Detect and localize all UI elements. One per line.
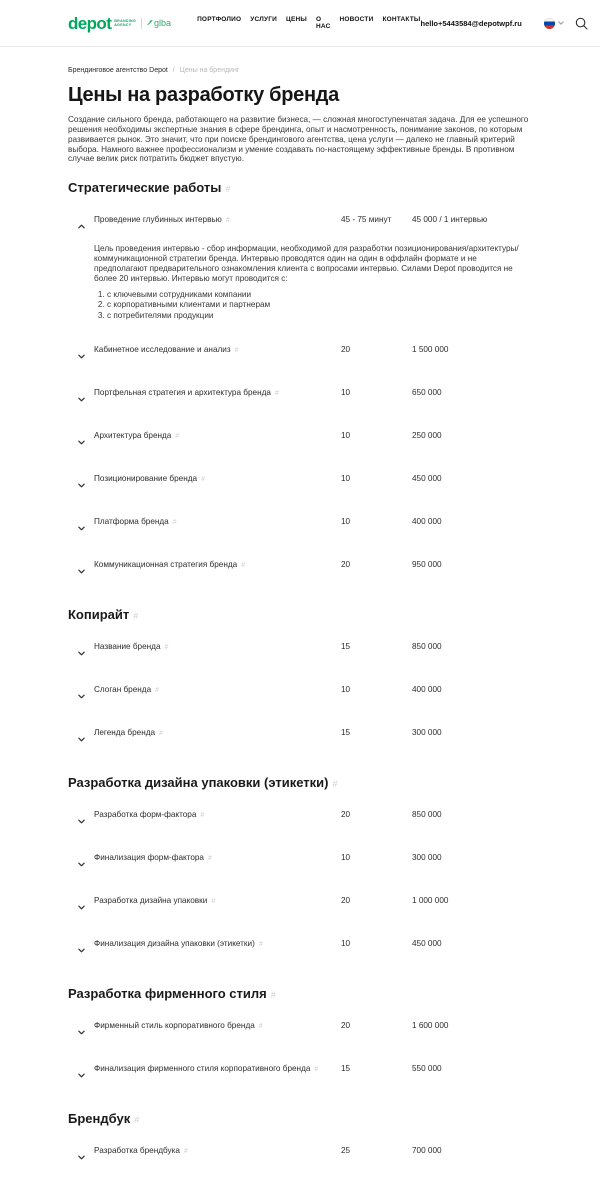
- language-selector[interactable]: [544, 18, 564, 29]
- anchor-link-icon[interactable]: #: [332, 779, 338, 790]
- section-title-text: Стратегические работы: [68, 180, 222, 196]
- price-row[interactable]: [68, 841, 532, 884]
- anchor-link-icon[interactable]: #: [241, 562, 246, 570]
- page-title: Цены на разработку бренда: [68, 84, 339, 107]
- row-quantity: 20: [341, 560, 351, 570]
- price-section: [68, 775, 532, 970]
- section-title-text: Разработка фирменного стиля: [68, 986, 267, 1002]
- section-title: [68, 607, 532, 624]
- price-section: [68, 1111, 532, 1177]
- chevron-toggle-icon: [78, 1021, 94, 1040]
- intro-paragraph: Создание сильного бренда, работающего на развитие бизнеса, — сложная многоступенчатая задача. Для ее успешного решения необходимы экспертные знания в сфере брендинга, опыт и насмотренность, понимание законов, по которым развивается рынок. Это значит, что при поиске брендингового агентства, цена услуги — далеко не главный критерий выбора. Намного важнее профессионализм и умение создавать по-настоящему эффективные бренды. В противном случае велик риск потратить бюджет впустую.: [68, 115, 529, 164]
- row-price: 850 000: [412, 810, 442, 820]
- russian-flag-icon: [544, 18, 555, 29]
- anchor-link-icon[interactable]: #: [270, 990, 276, 1001]
- price-row[interactable]: [68, 203, 532, 333]
- section-title-text: Брендбук: [68, 1111, 131, 1127]
- row-quantity: 10: [341, 431, 351, 441]
- nav-about[interactable]: О НАС: [316, 16, 331, 30]
- row-title-text: Портфельная стратегия и архитектура бренда: [94, 388, 271, 398]
- chevron-toggle-icon: [78, 896, 94, 915]
- row-list: [107, 290, 532, 321]
- chevron-toggle-icon: [78, 431, 94, 450]
- anchor-link-icon[interactable]: #: [175, 433, 180, 441]
- section-rows: [68, 1134, 532, 1177]
- price-row[interactable]: [68, 716, 532, 759]
- price-row[interactable]: [68, 673, 532, 716]
- row-title: [94, 728, 341, 738]
- row-price: 1 600 000: [412, 1021, 449, 1031]
- row-price: 1 500 000: [412, 345, 449, 355]
- row-quantity: 10: [341, 853, 351, 863]
- price-row[interactable]: [68, 927, 532, 970]
- row-description: Цель проведения интервью - сбор информации, необходимой для разработки позиционирования/архитектуры/коммуникационной стратегии бренда. Интервью проводятся один на один в оффлайн формате и не предполагают предварительного ознакомления клиента с вопросами интервью. Силами Depot проводится не более 20 интервью. Интервью могут проводится с:: [94, 244, 519, 283]
- price-row[interactable]: [68, 1009, 532, 1052]
- row-title-text: Коммуникационная стратегия бренда: [94, 560, 238, 570]
- section-title: [68, 180, 532, 197]
- breadcrumb-current: Цены на брендинг: [179, 67, 240, 74]
- price-row[interactable]: [68, 333, 532, 376]
- row-quantity: 10: [341, 474, 351, 484]
- anchor-link-icon[interactable]: #: [183, 1148, 188, 1156]
- nav-services[interactable]: УСЛУГИ: [250, 16, 278, 23]
- row-title: [94, 1021, 341, 1031]
- row-quantity: 15: [341, 642, 351, 652]
- row-price: 450 000: [412, 474, 442, 484]
- chevron-toggle-icon: [78, 474, 94, 493]
- row-title-text: Позиционирование бренда: [94, 474, 198, 484]
- row-price: 45 000 / 1 интервью: [412, 215, 488, 225]
- chevron-toggle-icon: [78, 345, 94, 364]
- list-item: 1. с ключевыми сотрудниками компании: [107, 290, 532, 300]
- anchor-link-icon[interactable]: #: [201, 476, 205, 484]
- section-title: [68, 775, 532, 792]
- main-nav: [197, 16, 420, 30]
- row-quantity: 10: [341, 388, 351, 398]
- row-title: [94, 431, 341, 441]
- nav-prices[interactable]: ЦЕНЫ: [286, 16, 307, 23]
- row-price: 550 000: [412, 1064, 442, 1074]
- list-item: 3. с потребителями продукции: [107, 311, 532, 321]
- price-row[interactable]: [68, 376, 532, 419]
- anchor-link-icon[interactable]: #: [172, 519, 177, 527]
- anchor-link-icon[interactable]: #: [258, 941, 263, 949]
- row-title: [94, 388, 341, 398]
- nav-portfolio[interactable]: ПОРТФОЛИО: [197, 16, 242, 23]
- chevron-toggle-icon: [78, 517, 94, 536]
- price-section: [68, 607, 532, 759]
- row-title: [94, 215, 341, 225]
- row-quantity: 20: [341, 345, 351, 355]
- row-title-text: Слоган бренда: [94, 685, 152, 695]
- anchor-link-icon[interactable]: #: [314, 1066, 319, 1074]
- anchor-link-icon[interactable]: #: [155, 687, 160, 695]
- row-price: 850 000: [412, 642, 442, 652]
- anchor-link-icon[interactable]: #: [207, 855, 212, 863]
- chevron-toggle-icon: [78, 1146, 94, 1165]
- breadcrumb: [68, 66, 532, 75]
- logo-glba: [147, 18, 171, 28]
- price-row[interactable]: [68, 630, 532, 673]
- row-title: [94, 345, 341, 355]
- row-quantity: 25: [341, 1146, 351, 1156]
- anchor-link-icon[interactable]: #: [200, 812, 205, 820]
- logo[interactable]: [68, 15, 171, 32]
- chevron-toggle-icon: [78, 642, 94, 661]
- section-title-text: Разработка дизайна упаковки (этикетки): [68, 775, 329, 791]
- breadcrumb-home-link[interactable]: Брендинговое агентство Depot: [68, 67, 168, 74]
- row-quantity: 45 - 75 минут: [341, 215, 392, 225]
- row-title-text: Финализация дизайна упаковки (этикетки): [94, 939, 255, 949]
- row-quantity: 20: [341, 1021, 351, 1031]
- price-row[interactable]: [68, 505, 532, 548]
- chevron-toggle-icon: [78, 560, 94, 579]
- row-title: [94, 1146, 341, 1156]
- row-title-text: Кабинетное исследование и анализ: [94, 345, 231, 355]
- row-title: [94, 853, 341, 863]
- section-title-text: Копирайт: [68, 607, 130, 623]
- price-section: [68, 986, 532, 1095]
- logo-depot-wordmark: depot: [68, 13, 112, 33]
- list-item: 2. с корпоративными клиентами и партнерам: [107, 300, 532, 310]
- row-title-text: Проведение глубинных интервью: [94, 215, 222, 225]
- row-title-text: Разработка форм-фактора: [94, 810, 197, 820]
- row-quantity: 10: [341, 517, 351, 527]
- row-price: 450 000: [412, 939, 442, 949]
- glba-mark-icon: [147, 20, 153, 26]
- price-row[interactable]: [68, 1134, 532, 1177]
- anchor-link-icon[interactable]: #: [258, 1023, 263, 1031]
- row-title: [94, 939, 341, 949]
- price-row[interactable]: [68, 1052, 532, 1095]
- row-title: [94, 517, 341, 527]
- row-price: 300 000: [412, 853, 442, 863]
- logo-tagline-line1: BRANDING: [114, 18, 137, 23]
- section-rows: [68, 1009, 532, 1095]
- row-title-text: Разработка брендбука: [94, 1146, 180, 1156]
- row-title-text: Название бренда: [94, 642, 161, 652]
- chevron-toggle-icon: [78, 810, 94, 829]
- row-quantity: 15: [341, 728, 351, 738]
- search-button[interactable]: [575, 17, 588, 30]
- search-icon: [575, 17, 588, 30]
- row-price: 650 000: [412, 388, 442, 398]
- section-title: [68, 1111, 532, 1128]
- row-details: [94, 244, 532, 321]
- chevron-toggle-icon: [78, 215, 94, 234]
- logo-tagline: [114, 19, 136, 28]
- chevron-toggle-icon: [78, 853, 94, 872]
- contact-email-link[interactable]: hello+5443584@depotwpf.ru: [420, 18, 522, 28]
- chevron-toggle-icon: [78, 728, 94, 747]
- row-title-text: Разработка дизайна упаковки: [94, 896, 208, 906]
- row-title: [94, 560, 341, 570]
- row-title: [94, 685, 341, 695]
- price-section: [68, 180, 532, 591]
- main-content: [0, 66, 600, 1177]
- row-price: 950 000: [412, 560, 442, 570]
- section-rows: [68, 798, 532, 970]
- anchor-link-icon[interactable]: #: [234, 347, 239, 355]
- row-title: [94, 474, 341, 484]
- row-title-text: Архитектура бренда: [94, 431, 172, 441]
- row-title-text: Финализация фирменного стиля корпоративного бренда: [94, 1064, 311, 1074]
- anchor-link-icon[interactable]: #: [133, 611, 139, 622]
- nav-news[interactable]: НОВОСТИ: [339, 16, 374, 23]
- row-price: 1 000 000: [412, 896, 449, 906]
- row-price: 250 000: [412, 431, 442, 441]
- anchor-link-icon[interactable]: #: [211, 898, 216, 906]
- section-rows: [68, 630, 532, 759]
- row-title: [94, 642, 341, 652]
- anchor-link-icon[interactable]: #: [134, 1115, 140, 1126]
- price-row[interactable]: [68, 462, 532, 505]
- price-row[interactable]: [68, 798, 532, 841]
- row-quantity: 15: [341, 1064, 351, 1074]
- chevron-toggle-icon: [78, 388, 94, 407]
- row-price: 400 000: [412, 685, 442, 695]
- row-quantity: 10: [341, 685, 351, 695]
- anchor-link-icon[interactable]: #: [164, 644, 169, 652]
- sections: [68, 180, 532, 1177]
- row-quantity: 20: [341, 896, 351, 906]
- row-title: [94, 1064, 341, 1074]
- logo-glba-label: glba: [154, 18, 172, 28]
- price-row[interactable]: [68, 884, 532, 927]
- header: [0, 0, 600, 47]
- price-row[interactable]: [68, 419, 532, 462]
- anchor-link-icon[interactable]: #: [225, 217, 230, 225]
- section-rows: [68, 203, 532, 591]
- row-price: 700 000: [412, 1146, 442, 1156]
- logo-tagline-line2: AGENCY: [114, 23, 132, 27]
- chevron-down-icon: [558, 21, 564, 25]
- row-quantity: 20: [341, 810, 351, 820]
- anchor-link-icon[interactable]: #: [225, 184, 231, 195]
- logo-divider: [141, 18, 142, 29]
- row-title-text: Платформа бренда: [94, 517, 169, 527]
- section-title: [68, 986, 532, 1003]
- breadcrumb-separator: /: [172, 67, 175, 74]
- anchor-link-icon[interactable]: #: [274, 390, 279, 398]
- row-quantity: 10: [341, 939, 351, 949]
- price-row[interactable]: [68, 548, 532, 591]
- row-title: [94, 896, 341, 906]
- row-title: [94, 810, 341, 820]
- anchor-link-icon[interactable]: #: [159, 730, 163, 738]
- row-price: 300 000: [412, 728, 442, 738]
- chevron-toggle-icon: [78, 939, 94, 958]
- row-price: 400 000: [412, 517, 442, 527]
- chevron-toggle-icon: [78, 685, 94, 704]
- row-title-text: Легенда бренда: [94, 728, 156, 738]
- chevron-toggle-icon: [78, 1064, 94, 1083]
- nav-contacts[interactable]: КОНТАКТЫ: [382, 16, 421, 23]
- row-title-text: Финализация форм-фактора: [94, 853, 204, 863]
- row-title-text: Фирменный стиль корпоративного бренда: [94, 1021, 255, 1031]
